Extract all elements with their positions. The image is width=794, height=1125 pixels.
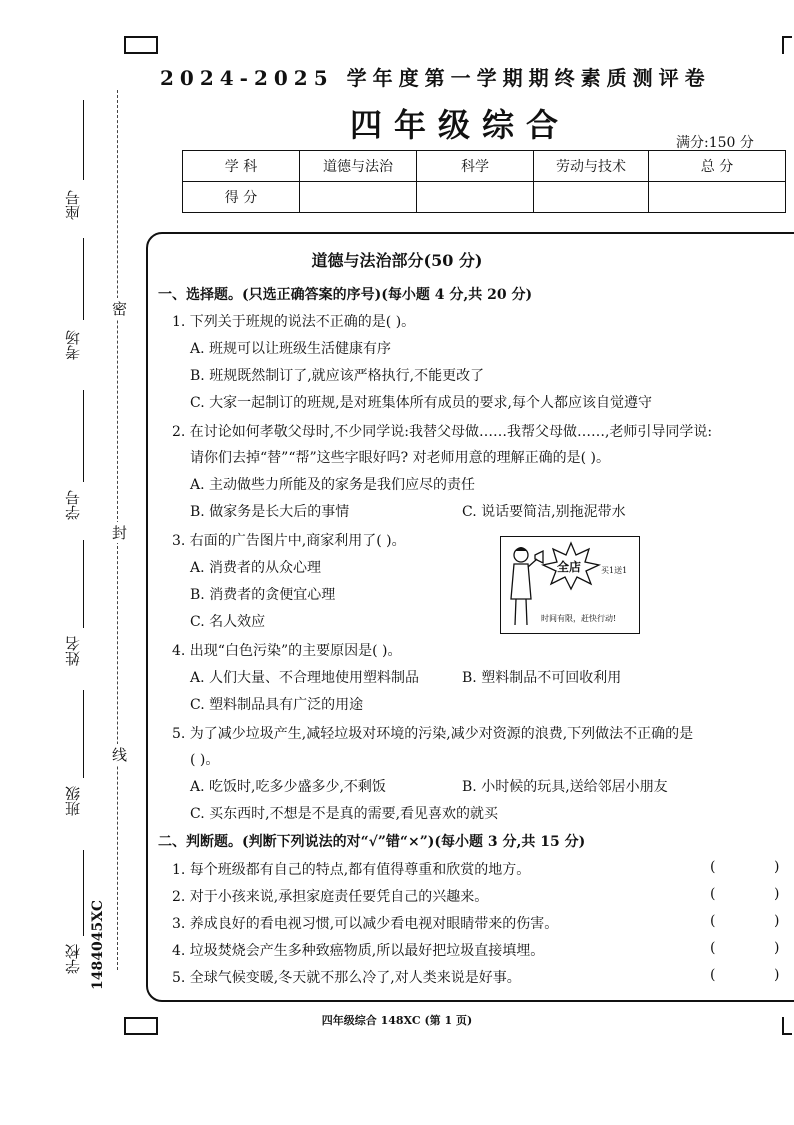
answer-paren-open: ( <box>710 886 716 902</box>
section-title: 道德与法治部分(50 分) <box>311 251 483 270</box>
advertisement-image <box>500 536 640 634</box>
option: C. 说话要简洁,别拖泥带水 <box>462 504 626 520</box>
question-5-cont: ( )。 <box>190 752 220 768</box>
exam-room-label: 考场 <box>64 330 82 360</box>
judge-item-2: 2. 对于小孩来说,承担家庭责任要凭自己的兴趣来。 <box>172 889 489 905</box>
score-table <box>182 150 786 213</box>
part2-title: 二、判断题。(判断下列说法的对“√”错“×”)(每小题 3 分,共 15 分) <box>158 834 586 850</box>
name-label: 姓名 <box>64 636 82 666</box>
option: A. 人们大量、不合理地使用塑料制品 <box>190 670 420 686</box>
answer-paren-open: ( <box>710 859 716 875</box>
school-label: 学校 <box>64 944 82 974</box>
ad-side-text: 买1送1 <box>601 566 628 575</box>
option: A. 吃饭时,吃多少盛多少,不剩饭 <box>190 779 386 795</box>
class-field[interactable] <box>83 690 84 778</box>
table-cell: 学 科 <box>183 151 300 182</box>
judge-item-1: 1. 每个班级都有自己的特点,都有值得尊重和欣赏的地方。 <box>172 862 531 878</box>
question-5: 5. 为了减少垃圾产生,减轻垃圾对环境的污染,减少对资源的浪费,下列做法不正确的是 <box>172 726 694 742</box>
page-footer: 四年级综合 148XC (第 1 页) <box>321 1014 473 1027</box>
answer-paren-close: ) <box>774 913 780 929</box>
part1-title: 一、选择题。(只选正确答案的序号)(每小题 4 分,共 20 分) <box>158 287 533 303</box>
option: C. 买东西时,不想是不是真的需要,看见喜欢的就买 <box>190 806 499 822</box>
score-cell[interactable] <box>417 182 534 213</box>
seal-word: 封 <box>112 524 128 542</box>
option: B. 小时候的玩具,送给邻居小朋友 <box>462 779 668 795</box>
score-cell[interactable] <box>300 182 417 213</box>
option: C. 名人效应 <box>190 614 266 630</box>
answer-paren-open: ( <box>710 913 716 929</box>
seat-label: 座号 <box>64 190 82 220</box>
answer-paren-close: ) <box>774 859 780 875</box>
question-4: 4. 出现“白色污染”的主要原因是( )。 <box>172 643 402 659</box>
table-cell: 道德与法治 <box>300 151 417 182</box>
table-cell: 总 分 <box>649 151 786 182</box>
question-2-cont: 请你们去掉“替”“帮”这些字眼好吗? 对老师用意的理解正确的是( )。 <box>190 450 610 466</box>
question-1: 1. 下列关于班规的说法不正确的是( )。 <box>172 314 416 330</box>
question-2: 2. 在讨论如何孝敬父母时,不少同学说:我替父母做……我帮父母做……,老师引导同学说: <box>172 424 713 440</box>
answer-paren-close: ) <box>774 940 780 956</box>
answer-paren-open: ( <box>710 967 716 983</box>
registration-mark <box>782 36 792 54</box>
judge-item-4: 4. 垃圾焚烧会产生多种致癌物质,所以最好把垃圾直接填埋。 <box>172 943 545 959</box>
student-no-label: 学号 <box>64 490 82 520</box>
table-cell: 科学 <box>417 151 534 182</box>
judge-item-5: 5. 全球气候变暖,冬天就不那么冷了,对人类来说是好事。 <box>172 970 521 986</box>
seat-field[interactable] <box>83 100 84 180</box>
option: B. 做家务是长大后的事情 <box>190 504 350 520</box>
question-3: 3. 右面的广告图片中,商家利用了( )。 <box>172 533 406 549</box>
table-row <box>183 182 786 213</box>
judge-item-3: 3. 养成良好的看电视习惯,可以减少看电视对眼睛带来的伤害。 <box>172 916 559 932</box>
ad-bottom-text: 时间有限，赶快行动! <box>541 614 617 623</box>
paper-code: 1484045XC <box>90 900 106 990</box>
option: A. 主动做些力所能及的家务是我们应尽的责任 <box>190 477 476 493</box>
seal-word: 线 <box>112 746 128 764</box>
answer-paren-close: ) <box>774 967 780 983</box>
option: C. 大家一起制订的班规,是对班集体所有成员的要求,每个人都应该自觉遵守 <box>190 395 653 411</box>
score-cell[interactable] <box>534 182 649 213</box>
page-title: 四年级综合 <box>350 106 571 144</box>
score-cell[interactable] <box>649 182 786 213</box>
seal-word: 密 <box>112 300 128 318</box>
table-row <box>183 151 786 182</box>
answer-paren-open: ( <box>710 940 716 956</box>
ad-main-text: 全店 <box>557 560 582 574</box>
option: B. 消费者的贪便宜心理 <box>190 587 336 603</box>
option: B. 塑料制品不可回收利用 <box>462 670 622 686</box>
answer-paren-close: ) <box>774 886 780 902</box>
name-field[interactable] <box>83 540 84 628</box>
table-cell: 得 分 <box>183 182 300 213</box>
table-cell: 劳动与技术 <box>534 151 649 182</box>
student-no-field[interactable] <box>83 390 84 482</box>
registration-mark <box>124 36 158 54</box>
full-score: 满分:150 分 <box>676 135 754 151</box>
school-field[interactable] <box>83 850 84 936</box>
option: A. 班规可以让班级生活健康有序 <box>190 341 392 357</box>
option: B. 班规既然制订了,就应该严格执行,不能更改了 <box>190 368 485 384</box>
option: A. 消费者的从众心理 <box>190 560 322 576</box>
class-label: 班级 <box>64 786 82 816</box>
exam-year-title: 2024-2025 学年度第一学期期终素质测评卷 <box>160 66 711 90</box>
option: C. 塑料制品具有广泛的用途 <box>190 697 364 713</box>
